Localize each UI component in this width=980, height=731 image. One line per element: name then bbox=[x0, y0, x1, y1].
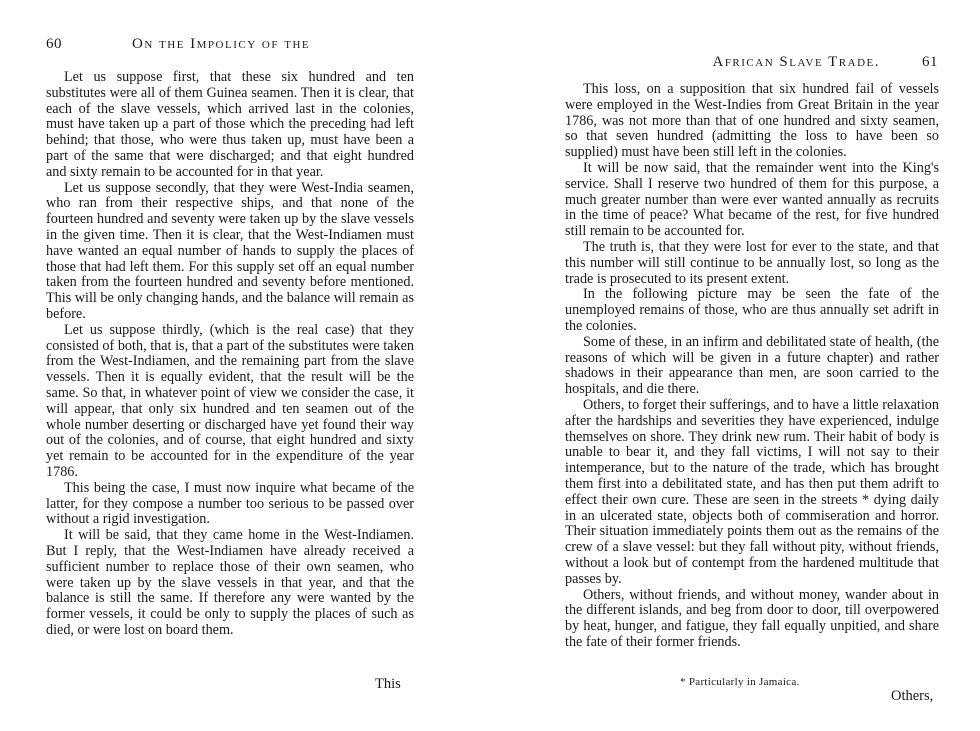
right-page-number: 61 bbox=[922, 54, 938, 70]
right-paragraph: In the following picture may be seen the fate of the unemployed remains of those, who are thus annually set adrift in the colonies. bbox=[565, 286, 939, 334]
left-paragraph: Let us suppose secondly, that they were West-India seamen, who ran from their respective ships, and that none of the fourteen hundred and seventy were taken up by the slave vessels in the given time. Then it is clear, that the West-Indiamen must have wanted an equal number of hands to supply the places of those that had left them. For this supply set off an equal number taken from the fourteen hundred and seventy before mentioned. This will be only changing hands, and the balance will remain as before. bbox=[46, 179, 414, 322]
right-paragraph: It will be now said, that the remainder went into the King's service. Shall I reserve two hundred of them for this purpose, a much greater number than were ever wanted annually as recruits in the time of peace? What became of the rest, for five hundred still remain to be accounted for. bbox=[565, 159, 939, 240]
left-body-text bbox=[46, 70, 414, 639]
right-paragraph: Some of these, in an infirm and debilitated state of health, (the reasons of which will be given in a future chapter) and rather shadows in their appearance than men, are soon carried to the hospitals, and die there. bbox=[565, 333, 939, 398]
left-paragraph: This being the case, I must now inquire what became of the latter, for they compose a number too serious to be passed over without a rigid investigation. bbox=[46, 479, 414, 528]
left-paragraph: Let us suppose thirdly, (which is the real case) that they consisted of both, that is, that a part of the substitutes were taken from the West-Indiamen, and the remaining part from the slave vessels. Then it is equally evident, that the result will be the same. So that, in whatever point of view we consider the case, it will appear, that only six hundred and ten seamen out of the whole number deserting or discharged have yet found their way out of the colonies, and of course, that eight hundred and sixty yet remain to be accounted for in the expenditure of the year 1786. bbox=[46, 321, 414, 480]
right-catchword: Others, bbox=[891, 688, 934, 704]
right-paragraph: This loss, on a supposition that six hundred fail of vessels were employed in the West-Indies from Great Britain in the year 1786, was not more than that of one hundred and sixty seamen, so that seven hundred (admitting the loss to have been so supplied) must have been still left in the colonies. bbox=[565, 81, 939, 161]
left-page-number: 60 bbox=[46, 36, 62, 52]
left-paragraph: It will be said, that they came home in the West-Indiamen. But I reply, that the West-Indiamen have already received a sufficient number to replace those of their own seamen, who were taken up by the slave vessels in that year, and that the balance is still the same. If therefore any were wanted by the former vessels, it could be only to supply the places of such as died, or were lost on board them. bbox=[46, 527, 414, 638]
footnote: * Particularly in Jamaica. bbox=[680, 676, 800, 688]
left-catchword: This bbox=[375, 676, 401, 692]
left-paragraph: Let us suppose first, that these six hundred and ten substitutes were all of them Guinea seamen. Then it is clear, that each of the slave vessels, which arrived last in the colonies, must have taken up a part of those which the preceding had left behind; that those, who were thus taken up, must have been a part of the same that were discharged; and that eight hundred and sixty remain to be accounted for in that year. bbox=[46, 69, 414, 180]
left-running-head: On the Impolicy of the bbox=[132, 36, 311, 52]
right-paragraph: Others, to forget their sufferings, and to have a little relaxation after the hardships and severities they have experienced, indulge themselves on shore. They drink new rum. Their habit of body is unable to bear it, and they fall victims, I will not say to their intemperance, but to the nature of the trade, which has brought them first into a debilitated state, and has then put them adrift to effect their own cure. These are seen in the streets * dying daily in an ulcerated state, objects both of commiseration and horror. Their situation immediately points them out as the remains of the crew of a slave vessel: but they fall without pity, without friends, without a look but of contempt from the hardened multitude that passes by. bbox=[565, 396, 939, 587]
right-paragraph: Others, without friends, and without money, wander about in the different islands, and beg from door to door, till overpowered by heat, hunger, and fatigue, they fall equally unpitied, and share the fate of their former friends. bbox=[565, 586, 939, 650]
right-paragraph: The truth is, that they were lost for ever to the state, and that this number will still continue to be annually lost, so long as the trade is prosecuted to its present extent. bbox=[565, 238, 939, 287]
right-running-head: African Slave Trade. bbox=[712, 54, 880, 70]
right-body-text bbox=[565, 82, 939, 651]
